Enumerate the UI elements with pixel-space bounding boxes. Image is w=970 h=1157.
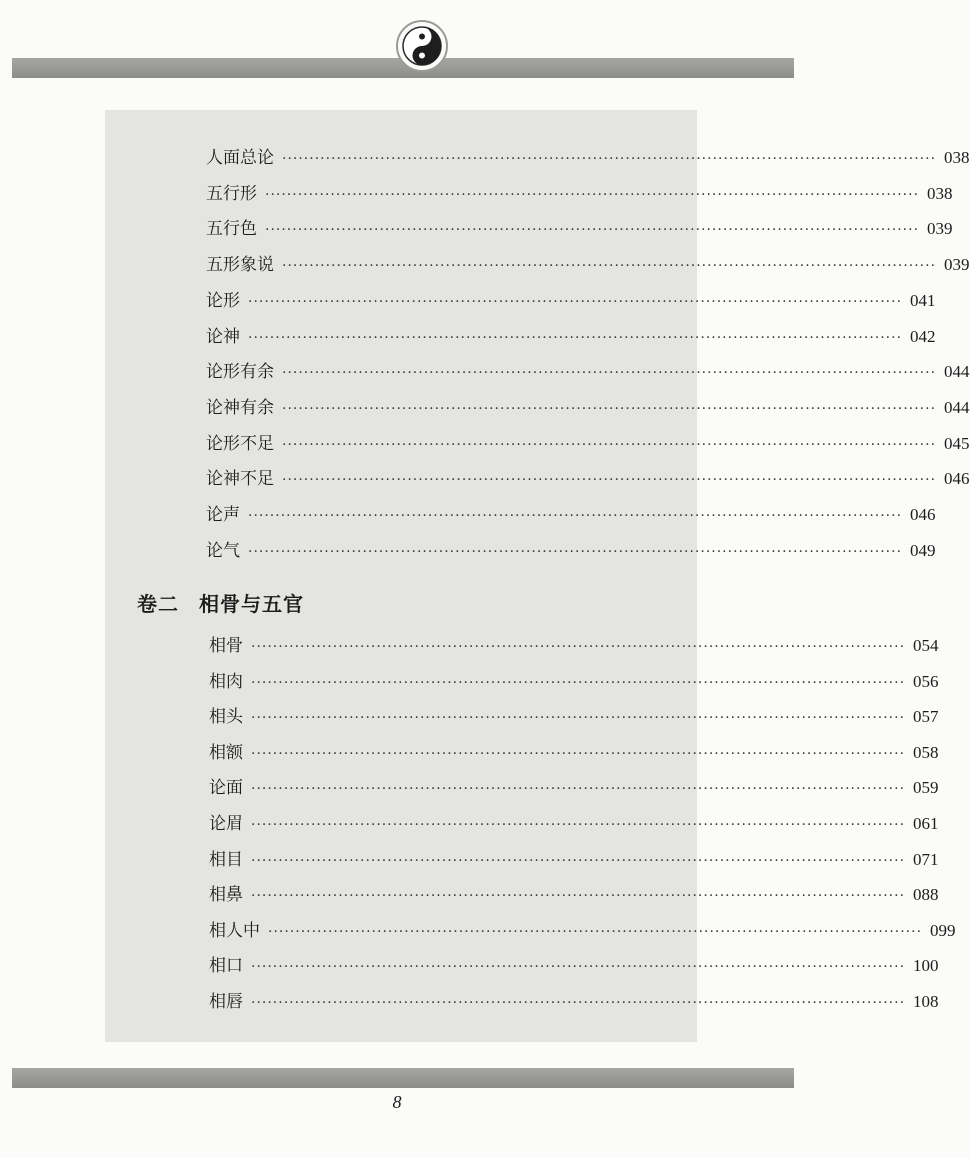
toc-leader-dots: ························································································································ (248, 293, 903, 310)
toc-leader-dots: ························································································································ (282, 400, 937, 417)
toc-leader-dots: ························································································································ (251, 852, 906, 869)
toc-entry-title: 人面总论 (206, 148, 274, 168)
toc-entry-title: 五行色 (206, 219, 257, 240)
toc-leader-dots: ························································································································ (251, 781, 906, 798)
toc-entry-page: 088 (913, 885, 939, 905)
toc-leader-dots: ························································································································ (265, 186, 920, 203)
toc-entry-title: 论形 (206, 290, 240, 311)
toc-entry (206, 396, 970, 420)
section-title: 相骨与五官 (199, 592, 304, 616)
footer-band (12, 1068, 794, 1088)
yin-yang-icon (396, 20, 448, 72)
toc-leader-dots: ························································································································ (282, 472, 937, 489)
toc-entry-page: 046 (910, 505, 936, 524)
toc-entry-title: 论气 (206, 540, 240, 561)
toc-entry-title: 相人中 (209, 920, 260, 941)
toc-entry-page: 039 (944, 255, 970, 275)
toc-entry (209, 848, 939, 872)
toc-entry-page: 108 (913, 992, 939, 1011)
toc-entry-page: 038 (944, 148, 970, 167)
toc-entry-title: 五形象说 (206, 255, 274, 276)
toc-entry-title: 相头 (209, 707, 243, 728)
toc-entry-title: 相额 (209, 742, 243, 763)
toc-entry (206, 253, 970, 277)
section-heading (137, 588, 304, 617)
toc-entry (209, 954, 939, 978)
page-number: 8 (392, 1092, 402, 1112)
toc-leader-dots: ························································································································ (282, 365, 937, 382)
toc-entry-page: 042 (910, 326, 936, 346)
toc-entry (206, 503, 936, 527)
toc-entry-title: 论眉 (209, 814, 243, 834)
toc-entry (209, 670, 939, 694)
toc-leader-dots: ························································································································ (265, 222, 920, 239)
toc-leader-dots: ························································································································ (251, 639, 906, 655)
toc-entry-title: 相唇 (209, 992, 243, 1012)
toc-entry-title: 相鼻 (209, 885, 243, 906)
toc-leader-dots: ························································································································ (251, 817, 906, 833)
toc-leader-dots: ························································································································ (251, 959, 906, 976)
toc-leader-dots: ························································································································ (282, 436, 937, 453)
toc-entry (209, 741, 939, 765)
toc-entry-title: 论形不足 (206, 433, 274, 454)
toc-entry (209, 883, 939, 907)
toc-leader-dots: ························································································································ (251, 888, 906, 905)
toc-entry-page: 038 (927, 183, 953, 203)
toc-entry (206, 432, 970, 456)
toc-entry (209, 705, 939, 729)
toc-entry-page: 071 (913, 849, 939, 869)
toc-entry-page: 039 (927, 219, 953, 239)
toc-entry-title: 五行形 (206, 183, 257, 204)
toc-entry (209, 990, 939, 1014)
toc-entry (209, 776, 939, 800)
toc-entry (206, 146, 970, 170)
toc-entry-page: 057 (913, 707, 939, 727)
toc-entry (209, 812, 939, 836)
toc-entry (206, 182, 953, 206)
toc-entry-page: 059 (913, 778, 939, 798)
toc-entry-title: 论神 (206, 326, 240, 347)
toc-entry-title: 相目 (209, 849, 243, 870)
toc-entry-title: 相骨 (209, 636, 243, 656)
toc-entry-title: 论神不足 (206, 469, 274, 490)
toc-entry-title: 论神有余 (206, 397, 274, 418)
toc-entry-page: 041 (910, 290, 936, 310)
toc-entry-page: 058 (913, 742, 939, 762)
toc-entry-title: 论形有余 (206, 362, 274, 383)
toc-entry-title: 相肉 (209, 671, 243, 692)
toc-entry-page: 056 (913, 671, 939, 691)
toc-entry-page: 044 (944, 362, 970, 382)
toc-entry (206, 289, 936, 313)
toc-leader-dots: ························································································································ (251, 710, 906, 727)
toc-entry-title: 论面 (209, 778, 243, 799)
toc-entry-page: 054 (913, 636, 939, 655)
toc-leader-dots: ························································································································ (248, 543, 903, 560)
toc-leader-dots: ························································································································ (282, 151, 937, 167)
toc-entry-page: 046 (944, 469, 970, 489)
toc-entry-title: 相口 (209, 956, 243, 977)
toc-leader-dots: ························································································································ (251, 674, 906, 691)
toc-entry (206, 539, 936, 563)
toc-leader-dots: ························································································································ (282, 258, 937, 275)
toc-entry-title: 论声 (206, 505, 240, 525)
toc-leader-dots: ························································································································ (251, 745, 906, 762)
toc-leader-dots: ························································································································ (268, 923, 923, 940)
toc-entry (206, 467, 970, 491)
toc-entry-page: 045 (944, 433, 970, 453)
toc-entry-page: 044 (944, 397, 970, 417)
toc-leader-dots: ························································································································ (248, 329, 903, 346)
toc-entry (209, 634, 939, 658)
toc-entry-page: 100 (913, 956, 939, 976)
toc-leader-dots: ························································································································ (248, 508, 903, 524)
toc-entry (209, 919, 956, 943)
toc-entry (206, 217, 953, 241)
section-label: 卷二 (137, 592, 179, 616)
toc-entry-page: 061 (913, 814, 939, 833)
toc-entry (206, 325, 936, 349)
toc-leader-dots: ························································································································ (251, 995, 906, 1011)
toc-entry-page: 049 (910, 540, 936, 560)
toc-entry (206, 360, 970, 384)
toc-entry-page: 099 (930, 920, 956, 940)
